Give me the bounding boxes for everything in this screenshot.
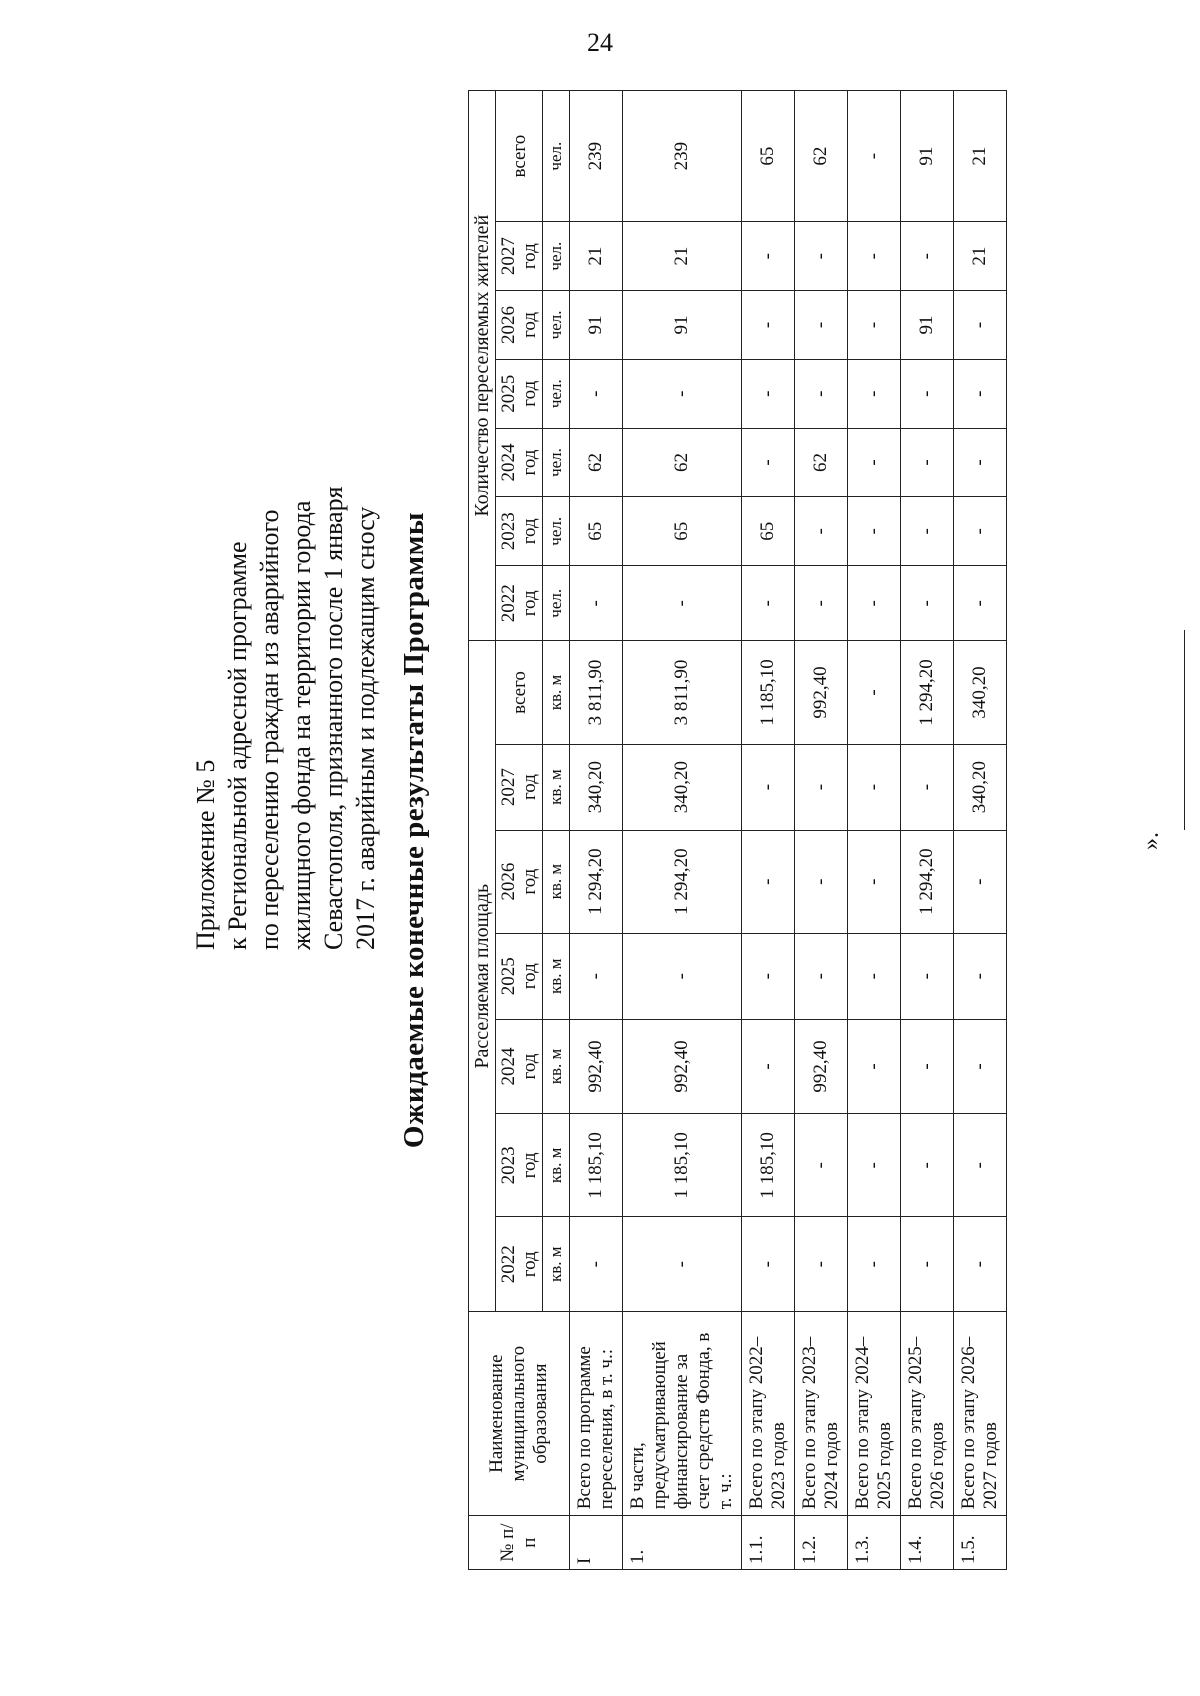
year-header-label: всего bbox=[508, 134, 530, 178]
year-header-label: 2024 bbox=[498, 443, 519, 482]
area-value-cell: - bbox=[848, 1019, 901, 1114]
area-value-cell: - bbox=[848, 1114, 901, 1217]
people-value-cell: 21 bbox=[954, 222, 1007, 291]
area-value-cell: - bbox=[742, 1217, 795, 1312]
table-row bbox=[848, 91, 901, 1570]
people-value-cell: - bbox=[954, 566, 1007, 641]
people-value-cell: - bbox=[623, 359, 742, 428]
table-body bbox=[570, 91, 1007, 1570]
people-value-cell: - bbox=[901, 359, 954, 428]
appendix-header bbox=[190, 90, 382, 950]
area-value-cell: - bbox=[901, 1019, 954, 1114]
row-name: В части, предусматривающей финансирование за счет средств Фонда, в т. ч.: bbox=[623, 1312, 742, 1516]
people-value-cell: - bbox=[795, 291, 848, 360]
unit-header: чел. bbox=[543, 566, 570, 641]
area-value-cell: - bbox=[848, 1217, 901, 1312]
year-header-suffix: год bbox=[519, 1251, 540, 1278]
year-header bbox=[496, 566, 543, 641]
people-value-cell: - bbox=[742, 359, 795, 428]
people-value-cell: 65 bbox=[623, 497, 742, 566]
area-value-cell: - bbox=[570, 1217, 623, 1312]
area-value-cell: 1 185,10 bbox=[623, 1114, 742, 1217]
area-value-cell: 3 811,90 bbox=[623, 641, 742, 744]
area-value-cell: 1 185,10 bbox=[742, 641, 795, 744]
people-value-cell: - bbox=[848, 222, 901, 291]
people-value-cell: - bbox=[954, 428, 1007, 497]
year-header bbox=[496, 1217, 543, 1312]
people-value-cell: 65 bbox=[742, 497, 795, 566]
area-value-cell: - bbox=[795, 744, 848, 830]
area-value-cell: - bbox=[795, 830, 848, 933]
area-value-cell: - bbox=[954, 830, 1007, 933]
area-value-cell: - bbox=[623, 1217, 742, 1312]
year-header-suffix: год bbox=[519, 1053, 540, 1080]
area-value-cell: 1 294,20 bbox=[901, 830, 954, 933]
year-header bbox=[496, 744, 543, 830]
people-value-cell: - bbox=[795, 359, 848, 428]
rotated-sheet bbox=[180, 90, 1200, 1570]
people-value-cell: 62 bbox=[623, 428, 742, 497]
unit-header: чел. bbox=[543, 91, 570, 222]
people-value-cell: - bbox=[954, 359, 1007, 428]
year-header-suffix: год bbox=[519, 243, 540, 270]
people-value-cell: 21 bbox=[570, 222, 623, 291]
area-value-cell: - bbox=[848, 933, 901, 1019]
appendix-line: Севастополя, признанного после 1 января bbox=[319, 486, 348, 950]
year-header bbox=[496, 91, 543, 222]
signature-line bbox=[1184, 630, 1185, 830]
year-header-label: всего bbox=[508, 671, 530, 714]
area-value-cell: 340,20 bbox=[623, 744, 742, 830]
row-number: 1.5. bbox=[954, 1516, 1007, 1570]
area-value-cell: - bbox=[954, 1114, 1007, 1217]
people-value-cell: 21 bbox=[623, 222, 742, 291]
people-value-cell: - bbox=[742, 291, 795, 360]
year-header bbox=[496, 359, 543, 428]
area-value-cell: 992,40 bbox=[623, 1019, 742, 1114]
year-header-suffix: год bbox=[519, 774, 540, 801]
people-value-cell: - bbox=[795, 497, 848, 566]
people-value-cell: - bbox=[848, 359, 901, 428]
year-header-label: 2022 bbox=[498, 584, 519, 623]
area-value-cell: - bbox=[570, 933, 623, 1019]
unit-header: кв. м bbox=[543, 744, 570, 830]
area-value-cell: 1 294,20 bbox=[623, 830, 742, 933]
area-value-cell: 992,40 bbox=[795, 1019, 848, 1114]
table-row bbox=[795, 91, 848, 1570]
document-title: Ожидаемые конечные результаты Программы bbox=[398, 511, 430, 1149]
people-value-cell: - bbox=[954, 497, 1007, 566]
area-value-cell: - bbox=[795, 1217, 848, 1312]
people-value-cell: - bbox=[901, 497, 954, 566]
year-header-label: 2025 bbox=[498, 374, 519, 413]
year-header-suffix: год bbox=[519, 311, 540, 338]
people-value-cell: 21 bbox=[954, 91, 1007, 222]
people-value-cell: - bbox=[742, 222, 795, 291]
year-header-label: 2023 bbox=[498, 1146, 519, 1185]
area-value-cell: 3 811,90 bbox=[570, 641, 623, 744]
area-value-cell: - bbox=[795, 933, 848, 1019]
table-row bbox=[623, 91, 742, 1570]
people-value-cell: 239 bbox=[623, 91, 742, 222]
unit-header: кв. м bbox=[543, 830, 570, 933]
area-value-cell: 1 294,20 bbox=[570, 830, 623, 933]
people-value-cell: 62 bbox=[570, 428, 623, 497]
year-header-label: 2023 bbox=[498, 512, 519, 551]
row-number: 1.2. bbox=[795, 1516, 848, 1570]
people-value-cell: - bbox=[623, 566, 742, 641]
row-name: Всего по этапу 2026–2027 годов bbox=[954, 1312, 1007, 1516]
people-value-cell: - bbox=[901, 428, 954, 497]
year-header-label: 2026 bbox=[498, 305, 519, 344]
area-value-cell: - bbox=[623, 933, 742, 1019]
area-value-cell: 1 294,20 bbox=[901, 641, 954, 744]
year-header bbox=[496, 933, 543, 1019]
area-value-cell: - bbox=[954, 1019, 1007, 1114]
year-header-label: 2025 bbox=[498, 957, 519, 996]
people-value-cell: 91 bbox=[623, 291, 742, 360]
appendix-line: к Региональной адресной программе bbox=[223, 541, 252, 950]
header-row-groups bbox=[469, 91, 496, 1570]
unit-header: кв. м bbox=[543, 1019, 570, 1114]
area-value-cell: - bbox=[795, 1114, 848, 1217]
year-header-suffix: год bbox=[519, 1152, 540, 1179]
people-value-cell: - bbox=[954, 291, 1007, 360]
area-value-cell: - bbox=[954, 933, 1007, 1019]
year-header bbox=[496, 1019, 543, 1114]
appendix-line: 2017 г. аварийным и подлежащим сносу bbox=[351, 506, 380, 950]
results-table bbox=[468, 90, 1007, 1570]
people-value-cell: 65 bbox=[570, 497, 623, 566]
table-row bbox=[954, 91, 1007, 1570]
area-value-cell: - bbox=[848, 641, 901, 744]
row-number: 1. bbox=[623, 1516, 742, 1570]
people-value-cell: - bbox=[848, 91, 901, 222]
people-value-cell: - bbox=[848, 497, 901, 566]
row-name: Всего по этапу 2022–2023 годов bbox=[742, 1312, 795, 1516]
group-header-area: Расселяемая площадь bbox=[469, 641, 496, 1312]
year-header bbox=[496, 497, 543, 566]
year-header-label: 2026 bbox=[498, 862, 519, 901]
area-value-cell: 992,40 bbox=[795, 641, 848, 744]
appendix-line: Приложение № 5 bbox=[191, 759, 220, 950]
year-header-label: 2027 bbox=[498, 237, 519, 276]
people-value-cell: - bbox=[795, 566, 848, 641]
year-header-suffix: год bbox=[519, 590, 540, 617]
area-value-cell: - bbox=[848, 744, 901, 830]
unit-header: чел. bbox=[543, 497, 570, 566]
year-header bbox=[496, 222, 543, 291]
people-value-cell: - bbox=[795, 222, 848, 291]
people-value-cell: - bbox=[848, 566, 901, 641]
year-header-suffix: год bbox=[519, 518, 540, 545]
area-value-cell: 340,20 bbox=[954, 744, 1007, 830]
year-header bbox=[496, 830, 543, 933]
people-value-cell: 62 bbox=[795, 428, 848, 497]
row-number: 1.1. bbox=[742, 1516, 795, 1570]
area-value-cell: 1 185,10 bbox=[742, 1114, 795, 1217]
unit-header: чел. bbox=[543, 428, 570, 497]
people-value-cell: - bbox=[848, 291, 901, 360]
area-value-cell: - bbox=[742, 744, 795, 830]
area-value-cell: - bbox=[848, 830, 901, 933]
area-value-cell: - bbox=[901, 933, 954, 1019]
people-value-cell: 65 bbox=[742, 91, 795, 222]
row-name: Всего по программе переселения, в т. ч.: bbox=[570, 1312, 623, 1516]
unit-header: чел. bbox=[543, 222, 570, 291]
row-number: 1.4. bbox=[901, 1516, 954, 1570]
row-name: Всего по этапу 2024–2025 годов bbox=[848, 1312, 901, 1516]
year-header-label: 2024 bbox=[498, 1047, 519, 1086]
area-value-cell: 340,20 bbox=[954, 641, 1007, 744]
people-value-cell: - bbox=[742, 566, 795, 641]
unit-header: чел. bbox=[543, 359, 570, 428]
column-header-name: Наименование муниципального образования bbox=[469, 1312, 570, 1516]
area-value-cell: 1 185,10 bbox=[570, 1114, 623, 1217]
year-header-suffix: год bbox=[519, 963, 540, 990]
year-header-label: 2027 bbox=[498, 768, 519, 807]
people-value-cell: - bbox=[570, 359, 623, 428]
table-row bbox=[901, 91, 954, 1570]
row-number: 1.3. bbox=[848, 1516, 901, 1570]
people-value-cell: 239 bbox=[570, 91, 623, 222]
area-value-cell: - bbox=[901, 1217, 954, 1312]
group-header-people: Количество переселяемых жителей bbox=[469, 91, 496, 641]
people-value-cell: - bbox=[742, 428, 795, 497]
year-header bbox=[496, 428, 543, 497]
people-value-cell: - bbox=[901, 566, 954, 641]
area-value-cell: - bbox=[742, 933, 795, 1019]
year-header-label: 2022 bbox=[498, 1245, 519, 1284]
area-value-cell: - bbox=[742, 1019, 795, 1114]
people-value-cell: 91 bbox=[901, 91, 954, 222]
people-value-cell: 91 bbox=[570, 291, 623, 360]
unit-header: кв. м bbox=[543, 1114, 570, 1217]
area-value-cell: - bbox=[742, 830, 795, 933]
year-header-suffix: год bbox=[519, 449, 540, 476]
people-value-cell: - bbox=[848, 428, 901, 497]
year-header-suffix: год bbox=[519, 380, 540, 407]
closing-quote-mark: ». bbox=[1138, 832, 1164, 850]
year-header bbox=[496, 291, 543, 360]
row-name: Всего по этапу 2025–2026 годов bbox=[901, 1312, 954, 1516]
unit-header: кв. м bbox=[543, 933, 570, 1019]
area-value-cell: - bbox=[954, 1217, 1007, 1312]
unit-header: кв. м bbox=[543, 641, 570, 744]
year-header bbox=[496, 1114, 543, 1217]
unit-header: чел. bbox=[543, 291, 570, 360]
appendix-line: жилищного фонда на территории города bbox=[287, 500, 316, 950]
column-header-num: № п/п bbox=[469, 1516, 570, 1570]
row-number: I bbox=[570, 1516, 623, 1570]
people-value-cell: 91 bbox=[901, 291, 954, 360]
people-value-cell: 62 bbox=[795, 91, 848, 222]
appendix-line: по переселению граждан из аварийного bbox=[255, 509, 284, 950]
people-value-cell: - bbox=[901, 222, 954, 291]
page-number: 24 bbox=[587, 28, 613, 57]
area-value-cell: 340,20 bbox=[570, 744, 623, 830]
table-row bbox=[742, 91, 795, 1570]
year-header bbox=[496, 641, 543, 744]
area-value-cell: 992,40 bbox=[570, 1019, 623, 1114]
unit-header: кв. м bbox=[543, 1217, 570, 1312]
area-value-cell: - bbox=[901, 744, 954, 830]
year-header-suffix: год bbox=[519, 868, 540, 895]
people-value-cell: - bbox=[570, 566, 623, 641]
table-row bbox=[570, 91, 623, 1570]
area-value-cell: - bbox=[901, 1114, 954, 1217]
row-name: Всего по этапу 2023–2024 годов bbox=[795, 1312, 848, 1516]
